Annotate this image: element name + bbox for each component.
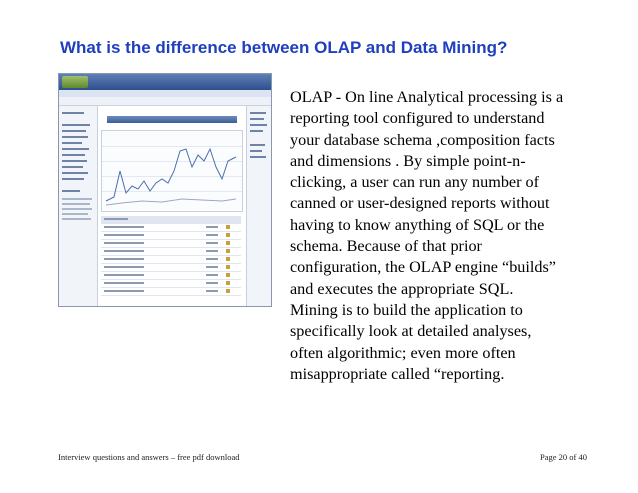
body-line: clicking, a user can run any number of	[290, 173, 540, 192]
body-line: OLAP - On line Analytical processing is a	[290, 88, 564, 106]
screenshot-chart-line	[102, 131, 242, 211]
screenshot-titlebar	[59, 74, 271, 90]
body-line: and executes the appropriate SQL.	[290, 279, 514, 298]
screenshot-logo	[62, 76, 88, 88]
body-line: your database schema ,composition facts	[290, 130, 555, 149]
body-line: Mining is to build the application to	[290, 300, 523, 319]
body-line: specifically look at detailed analyses,	[290, 322, 532, 341]
slide-title: What is the difference between OLAP and Data Mining?	[60, 38, 508, 57]
screenshot-chart	[101, 130, 243, 212]
application-manager-screenshot	[58, 73, 272, 307]
screenshot-rightbar	[246, 106, 271, 306]
screenshot-tabs	[107, 116, 237, 123]
body-line: schema. Because of that prior	[290, 237, 482, 256]
slide-body-text	[290, 87, 630, 385]
footer-page-number: Page 20 of 40	[540, 452, 587, 462]
footer-source: Interview questions and answers – free pdf download	[58, 452, 240, 462]
body-line: configuration, the OLAP engine “builds”	[290, 258, 556, 277]
screenshot-toolbar	[59, 97, 271, 106]
screenshot-sidebar	[59, 106, 98, 306]
body-line: reporting tool configured to understand	[290, 109, 545, 128]
body-line: often algorithmic; even more often	[290, 343, 516, 362]
body-line: misappropriate called “reporting.	[290, 364, 505, 383]
body-line: having to know anything of SQL or the	[290, 215, 545, 234]
body-line: and dimensions . By simple point-n-	[290, 151, 526, 170]
body-line: canned or user-designed reports without	[290, 194, 550, 213]
screenshot-main	[99, 106, 245, 306]
